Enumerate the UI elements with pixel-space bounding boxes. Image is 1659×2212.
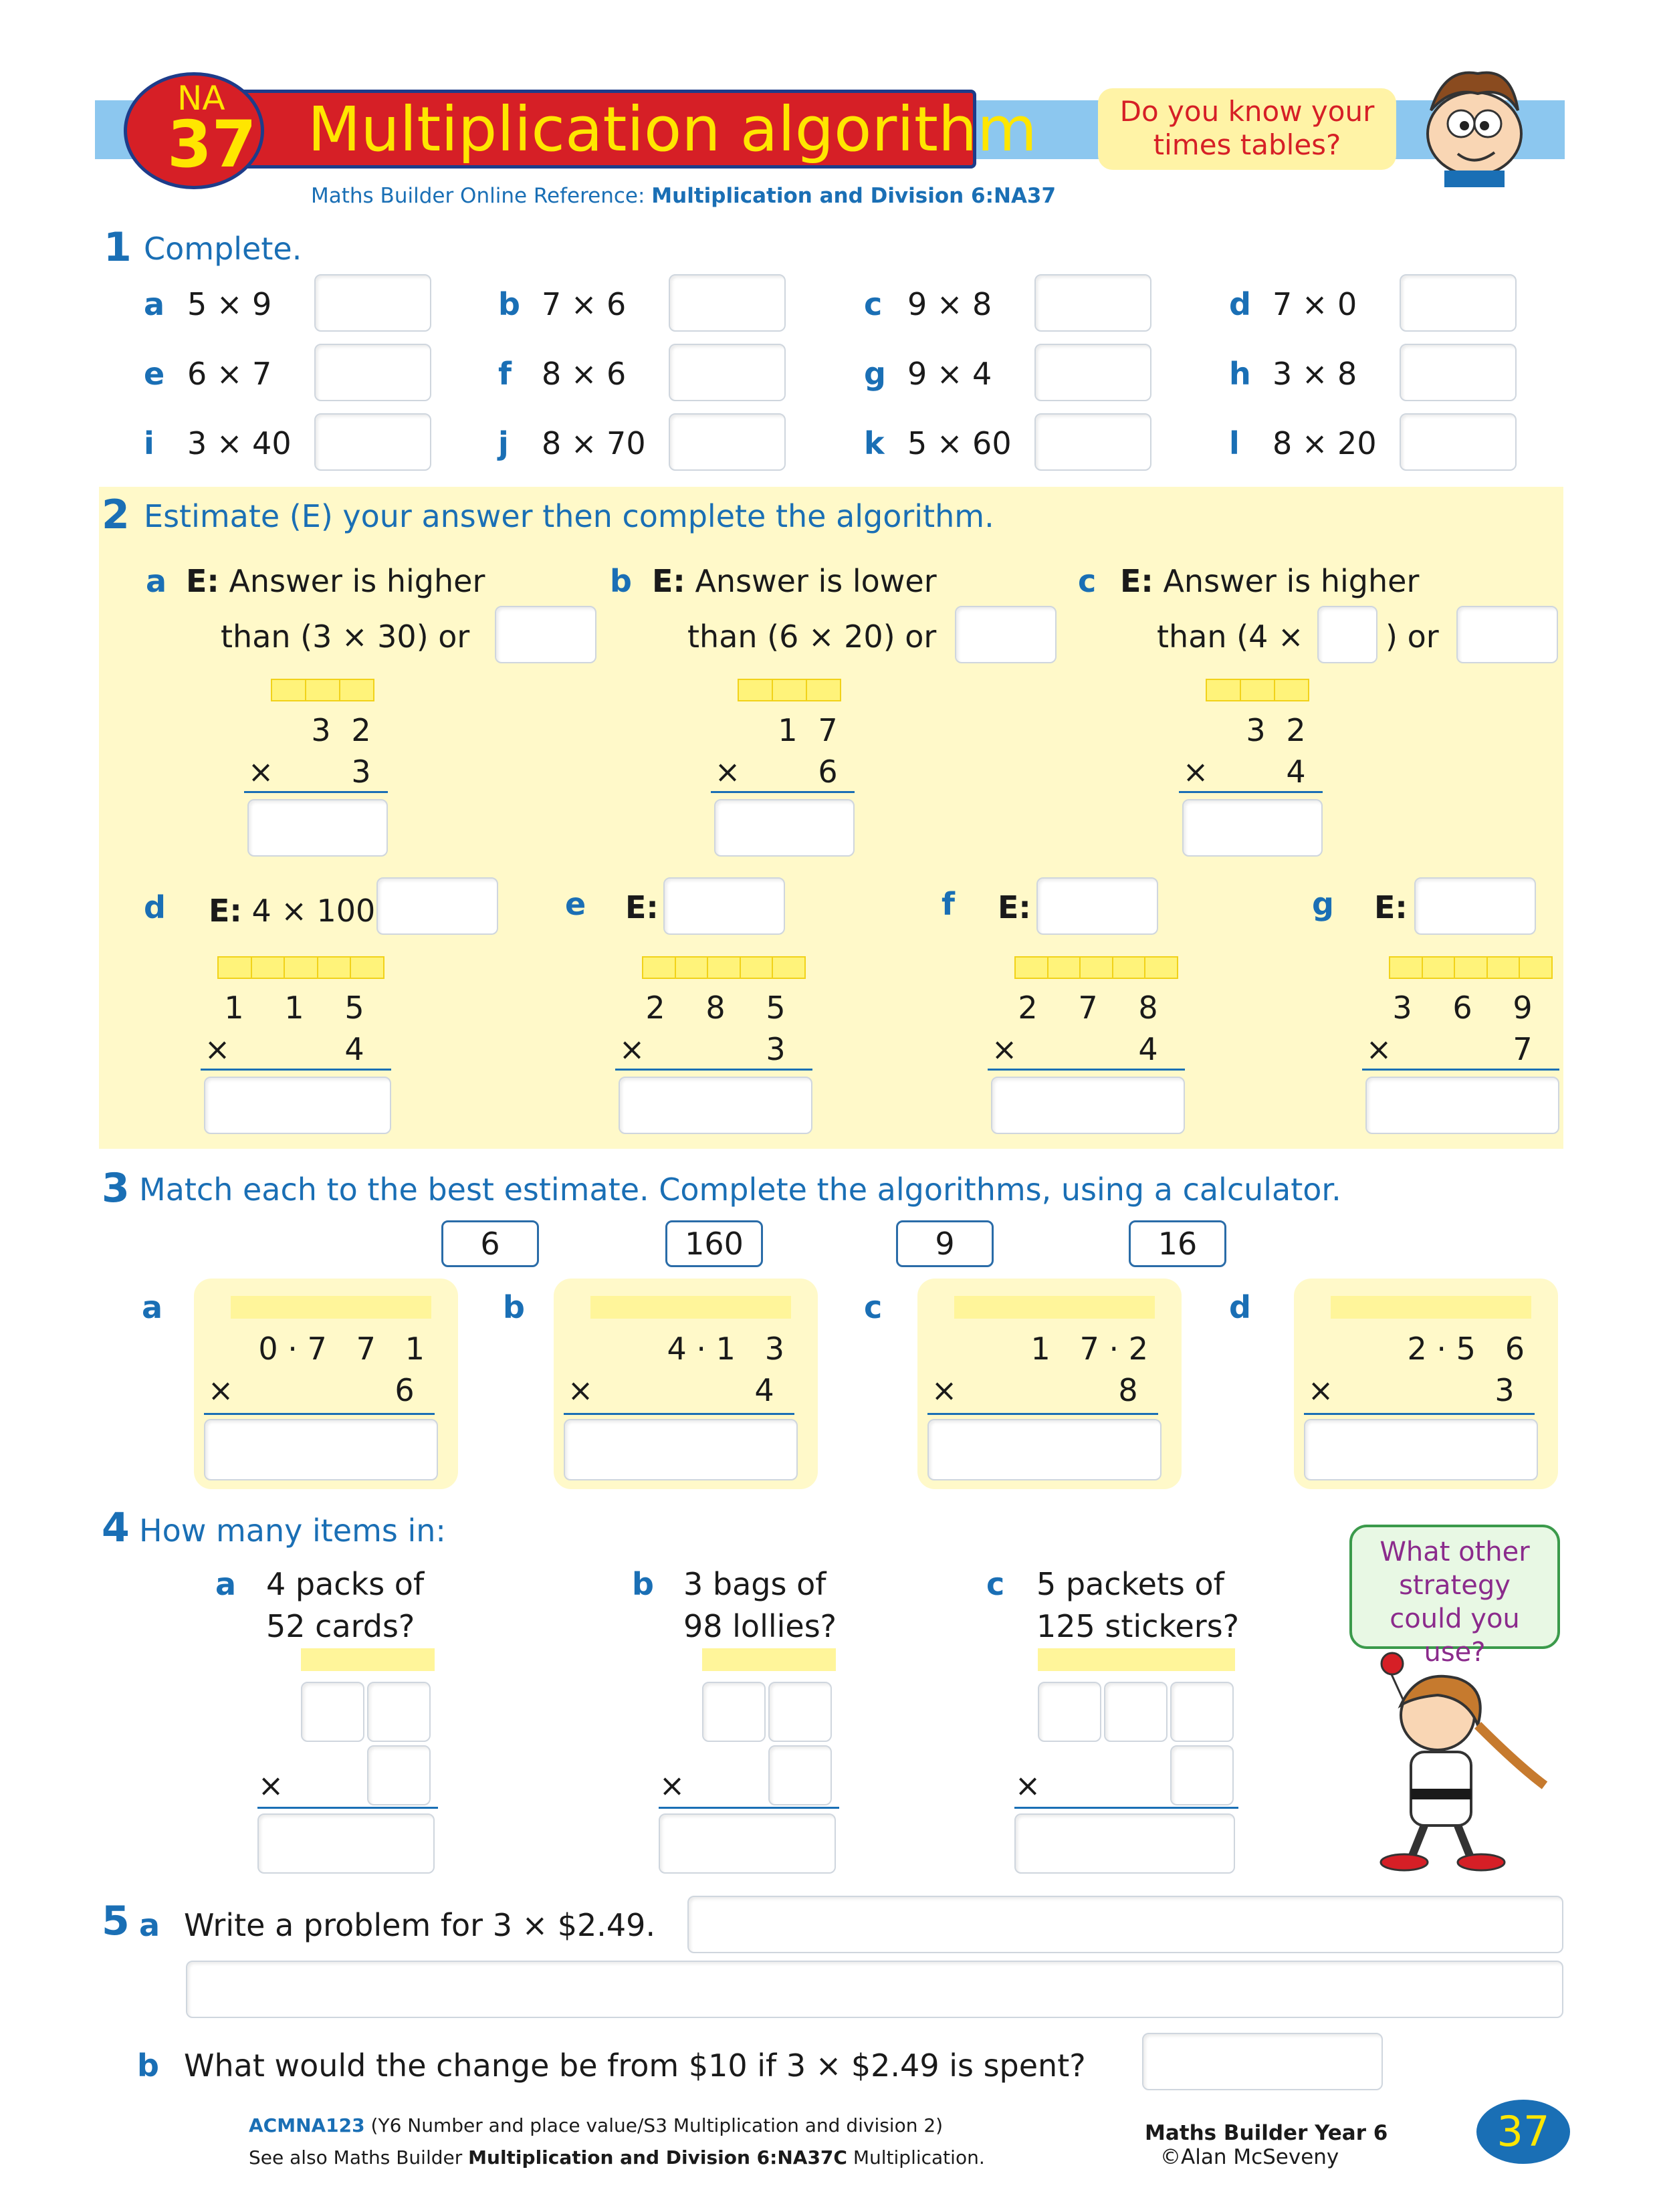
q5a-letter: a: [139, 1907, 160, 1943]
q4b-answer-box[interactable]: [659, 1813, 836, 1874]
q1-j-expression: 8 × 70: [542, 425, 646, 461]
q3-instruction: Match each to the best estimate. Complete the algorithms, using a calculator.: [139, 1172, 1341, 1208]
q2g-digit: 6: [1452, 990, 1472, 1026]
q2b-digit: 7: [818, 712, 838, 748]
na-label: NA: [177, 79, 225, 118]
q1-d-expression: 7 × 0: [1273, 286, 1357, 322]
q3b-carry-band: [590, 1296, 791, 1319]
q1-i-answer-box[interactable]: [314, 413, 431, 471]
q4b-times-sign: ×: [659, 1767, 685, 1803]
bubble-text: Do you know your times tables?: [1119, 95, 1375, 161]
q3c-times-sign: ×: [931, 1372, 958, 1408]
footer-code: ACMNA123: [249, 2114, 365, 2136]
q3b-top-number: 4 · 1 3: [667, 1331, 784, 1367]
q4a-answer-rule: [257, 1807, 438, 1809]
q4b-digit-box[interactable]: [702, 1682, 766, 1742]
footer-book: Maths Builder Year 6: [1145, 2121, 1388, 2145]
q1-i-letter: i: [144, 425, 154, 461]
q2d-digit: 1: [224, 990, 244, 1026]
q2b-e-label: E:: [652, 563, 685, 599]
q2a-answer-box[interactable]: [247, 799, 388, 857]
q2f-answer-box[interactable]: [991, 1077, 1185, 1134]
q3d-letter: d: [1229, 1289, 1251, 1325]
q3a-letter: a: [142, 1289, 163, 1325]
q2a-answer-rule: [244, 791, 388, 793]
q1-instruction: Complete.: [144, 231, 302, 267]
q2a-line2: than (3 × 30) or: [221, 619, 470, 655]
q1-e-answer-box[interactable]: [314, 344, 431, 401]
q1-g-answer-box[interactable]: [1034, 344, 1151, 401]
q4a-times-sign: ×: [257, 1767, 284, 1803]
q4a-line1: 4 packs of: [266, 1566, 425, 1602]
q1-a-answer-box[interactable]: [314, 274, 431, 332]
q2d-est-text: 4 × 100: [251, 893, 376, 929]
q4a-carry-band: [301, 1648, 435, 1671]
q2d-times-sign: ×: [204, 1031, 231, 1067]
q4b-line2: 98 lollies?: [683, 1608, 837, 1644]
q2g-times-sign: ×: [1365, 1031, 1392, 1067]
ref-bold: Multiplication and Division 6:NA37: [651, 184, 1057, 208]
q2g-e-label: E:: [1374, 889, 1408, 925]
q2e-digit: 2: [645, 990, 665, 1026]
q2c-digit: 3: [1246, 712, 1266, 748]
q2c-line2a: than (4 ×: [1157, 619, 1304, 655]
q2b-line2: than (6 × 20) or: [687, 619, 937, 655]
q5a-answer-line2[interactable]: [186, 1961, 1563, 2018]
footer-code-line: [249, 2114, 943, 2136]
q2e-carry-strip: [642, 956, 806, 979]
q1-h-expression: 3 × 8: [1273, 356, 1357, 392]
q2f-times-sign: ×: [991, 1031, 1018, 1067]
q2e-answer-box[interactable]: [619, 1077, 812, 1134]
q3a-answer-box[interactable]: [204, 1419, 438, 1480]
q2e-multiplier: 3: [766, 1031, 786, 1067]
q3a-top-number: 0 · 7 7 1: [258, 1331, 425, 1367]
q3b-answer-box[interactable]: [564, 1419, 798, 1480]
q1-b-expression: 7 × 6: [542, 286, 627, 322]
q1-c-expression: 9 × 8: [907, 286, 992, 322]
q2a-letter: a: [146, 563, 167, 599]
q3c-multiplier: 8: [1118, 1372, 1138, 1408]
q2g-digit: 3: [1392, 990, 1412, 1026]
q4b-digit-box[interactable]: [768, 1682, 832, 1742]
q4c-letter: c: [986, 1566, 1005, 1602]
q1-f-answer-box[interactable]: [669, 344, 786, 401]
q2c-answer-rule: [1179, 791, 1323, 793]
q4c-digit-box[interactable]: [1038, 1682, 1101, 1742]
speech-bubble: [1349, 1525, 1560, 1668]
q5a-text: Write a problem for 3 × $2.49.: [184, 1907, 656, 1943]
footer-code-rest: (Y6 Number and place value/S3 Multiplication and division 2): [370, 2114, 944, 2136]
q2g-answer-rule: [1362, 1069, 1559, 1071]
q1-e-expression: 6 × 7: [187, 356, 272, 392]
q3-estimate-9[interactable]: 9: [896, 1220, 994, 1267]
q2e-letter: e: [565, 886, 586, 922]
q2a-estimate-box[interactable]: [495, 606, 596, 663]
q3b-multiplier: 4: [754, 1372, 774, 1408]
q2g-estimate-box[interactable]: [1414, 877, 1536, 935]
q2e-estimate-box[interactable]: [663, 877, 785, 935]
q2f-e-label: E:: [998, 889, 1031, 925]
q2g-digit: 9: [1513, 990, 1533, 1026]
q1-d-answer-box[interactable]: [1400, 274, 1517, 332]
q2g-letter: g: [1312, 886, 1334, 922]
q4c-answer-rule: [1014, 1807, 1238, 1809]
q2e-e-label: E:: [625, 889, 659, 925]
q3a-answer-rule: [204, 1413, 435, 1415]
page-number-badge: [1476, 2100, 1570, 2164]
q2a-digit: 3: [311, 712, 331, 748]
q2f-digit: 7: [1078, 990, 1098, 1026]
q2g-carry-strip: [1389, 956, 1553, 979]
q2b-line1-text: Answer is lower: [695, 563, 937, 599]
q1-k-expression: 5 × 60: [907, 425, 1012, 461]
q2e-digit: 5: [766, 990, 786, 1026]
q3b-answer-rule: [564, 1413, 794, 1415]
q2f-multiplier: 4: [1138, 1031, 1158, 1067]
footer-author: ©Alan McSeveny: [1160, 2145, 1339, 2169]
q2f-carry-strip: [1014, 956, 1178, 979]
q1-i-expression: 3 × 40: [187, 425, 292, 461]
q1-g-letter: g: [864, 356, 886, 392]
q3a-multiplier: 6: [395, 1372, 415, 1408]
q3-number: 3: [102, 1165, 130, 1212]
q2d-estimate: [209, 893, 375, 929]
q1-f-expression: 8 × 6: [542, 356, 627, 392]
q2d-multiplier: 4: [344, 1031, 364, 1067]
q2g-answer-box[interactable]: [1365, 1077, 1559, 1134]
q1-c-letter: c: [864, 286, 883, 322]
q1-g-expression: 9 × 4: [907, 356, 992, 392]
header-bubble: [1098, 88, 1396, 170]
q4a-line2: 52 cards?: [266, 1608, 415, 1644]
q1-e-letter: e: [144, 356, 165, 392]
q4c-line1: 5 packets of: [1036, 1566, 1224, 1602]
q1-j-answer-box[interactable]: [669, 413, 786, 471]
q2c-line1: [1120, 563, 1419, 599]
q1-h-letter: h: [1229, 356, 1251, 392]
boy-cartoon-icon: [1404, 47, 1545, 187]
q2f-digit: 8: [1138, 990, 1158, 1026]
q2b-multiplier: 6: [818, 754, 838, 790]
q2d-estimate-box[interactable]: [376, 877, 498, 935]
q2d-e-label: E:: [209, 893, 242, 929]
q2a-carry-strip: [271, 679, 374, 701]
q1-f-letter: f: [498, 356, 512, 392]
q4b-letter: b: [632, 1566, 654, 1602]
q1-a-letter: a: [144, 286, 165, 322]
q4b-line1: 3 bags of: [683, 1566, 826, 1602]
q4c-answer-box[interactable]: [1014, 1813, 1235, 1874]
q3c-answer-rule: [927, 1413, 1158, 1415]
q2c-digit: 2: [1286, 712, 1306, 748]
q3a-times-sign: ×: [207, 1372, 234, 1408]
q1-l-answer-box[interactable]: [1400, 413, 1517, 471]
q2b-times-sign: ×: [714, 754, 741, 790]
q5b-letter: b: [137, 2048, 159, 2084]
q4-instruction: How many items in:: [139, 1513, 446, 1549]
q3c-carry-band: [954, 1296, 1155, 1319]
speech-text: What other strategy could you use?: [1379, 1537, 1530, 1668]
q5-number: 5: [102, 1898, 130, 1945]
q2d-digit: 1: [284, 990, 304, 1026]
q3c-answer-box[interactable]: [927, 1419, 1162, 1480]
q1-d-letter: d: [1229, 286, 1251, 322]
q3a-carry-band: [231, 1296, 431, 1319]
q2a-multiplier: 3: [351, 754, 371, 790]
q1-l-expression: 8 × 20: [1273, 425, 1377, 461]
q3d-carry-band: [1331, 1296, 1531, 1319]
q4c-times-sign: ×: [1014, 1767, 1041, 1803]
q1-b-answer-box[interactable]: [669, 274, 786, 332]
q4-number: 4: [102, 1505, 130, 1551]
q2a-times-sign: ×: [247, 754, 274, 790]
q2b-letter: b: [610, 563, 632, 599]
q5a-answer-line1[interactable]: [687, 1896, 1563, 1953]
q1-l-letter: l: [1229, 425, 1240, 461]
q2b-carry-strip: [738, 679, 841, 701]
q2c-line1-text: Answer is higher: [1163, 563, 1420, 599]
q2c-e-label: E:: [1120, 563, 1153, 599]
q4c-line2: 125 stickers?: [1036, 1608, 1240, 1644]
na-number: 37: [167, 107, 257, 182]
q1-j-letter: j: [498, 425, 509, 461]
q2-number: 2: [102, 491, 130, 538]
q2c-letter: c: [1078, 563, 1097, 599]
q4a-digit-box[interactable]: [367, 1682, 431, 1742]
q2d-letter: d: [144, 889, 166, 925]
q2d-carry-strip: [217, 956, 384, 979]
q2-instruction: Estimate (E) your answer then complete the algorithm.: [144, 498, 994, 534]
q2g-multiplier: 7: [1513, 1031, 1533, 1067]
q4b-multiplier-box[interactable]: [768, 1745, 832, 1805]
reference-line: [311, 184, 1056, 208]
q3b-letter: b: [503, 1289, 525, 1325]
q2a-line1: [186, 563, 485, 599]
q3-estimate-6[interactable]: 6: [441, 1220, 539, 1267]
q4a-letter: a: [215, 1566, 237, 1602]
q2b-digit: 1: [778, 712, 798, 748]
q4c-digit-box[interactable]: [1170, 1682, 1234, 1742]
q2c-factor-box[interactable]: [1317, 606, 1377, 663]
q2f-estimate-box[interactable]: [1036, 877, 1158, 935]
q1-h-answer-box[interactable]: [1400, 344, 1517, 401]
q2b-estimate-box[interactable]: [955, 606, 1057, 663]
q2e-times-sign: ×: [619, 1031, 645, 1067]
q1-number: 1: [104, 224, 132, 271]
q2f-answer-rule: [988, 1069, 1185, 1071]
q2a-line1-text: Answer is higher: [229, 563, 485, 599]
q2e-answer-rule: [615, 1069, 812, 1071]
q2d-answer-rule: [201, 1069, 391, 1071]
q2b-answer-rule: [711, 791, 855, 793]
q3d-answer-box[interactable]: [1304, 1419, 1538, 1480]
q4a-multiplier-box[interactable]: [367, 1745, 431, 1805]
q2e-digit: 8: [705, 990, 726, 1026]
q2b-line1: [652, 563, 937, 599]
q3-estimate-160[interactable]: 160: [665, 1220, 763, 1267]
q2c-carry-strip: [1206, 679, 1309, 701]
q5b-answer-box[interactable]: [1142, 2033, 1383, 2090]
q2c-estimate-box[interactable]: [1456, 606, 1558, 663]
footer-see-prefix: See also Maths Builder: [249, 2146, 463, 2169]
q2f-letter: f: [942, 886, 956, 922]
q3c-top-number: 1 7 · 2: [1030, 1331, 1148, 1367]
footer-see-bold: Multiplication and Division 6:NA37C: [468, 2146, 847, 2169]
q2c-line2b: ) or: [1386, 619, 1439, 655]
footer-see-line: [249, 2146, 985, 2169]
q3b-times-sign: ×: [567, 1372, 594, 1408]
q3d-answer-rule: [1304, 1413, 1535, 1415]
q5b-text: What would the change be from $10 if 3 × $2.49 is spent?: [184, 2048, 1086, 2084]
q3d-times-sign: ×: [1307, 1372, 1334, 1408]
q4a-digit-box[interactable]: [301, 1682, 364, 1742]
q3d-top-number: 2 · 5 6: [1407, 1331, 1525, 1367]
q1-b-letter: b: [498, 286, 520, 322]
footer-see-suffix: Multiplication.: [853, 2146, 985, 2169]
q2c-times-sign: ×: [1182, 754, 1209, 790]
q4a-answer-box[interactable]: [257, 1813, 435, 1874]
q3c-letter: c: [864, 1289, 883, 1325]
q2b-answer-box[interactable]: [714, 799, 855, 857]
q2d-answer-box[interactable]: [204, 1077, 391, 1134]
q2d-digit: 5: [344, 990, 364, 1026]
q4c-digit-box[interactable]: [1104, 1682, 1168, 1742]
page-number: 37: [1497, 2107, 1550, 2156]
q2a-e-label: E:: [186, 563, 219, 599]
q1-c-answer-box[interactable]: [1034, 274, 1151, 332]
q3d-multiplier: 3: [1495, 1372, 1515, 1408]
q4c-multiplier-box[interactable]: [1170, 1745, 1234, 1805]
q3-estimate-16[interactable]: 16: [1129, 1220, 1226, 1267]
title: Multiplication algorithm: [308, 94, 1037, 165]
q4b-answer-rule: [659, 1807, 839, 1809]
q1-a-expression: 5 × 9: [187, 286, 272, 322]
q4c-carry-band: [1038, 1648, 1235, 1671]
q1-k-letter: k: [864, 425, 885, 461]
q4b-carry-band: [702, 1648, 836, 1671]
q2a-digit: 2: [351, 712, 371, 748]
q2c-answer-box[interactable]: [1182, 799, 1323, 857]
q2f-digit: 2: [1018, 990, 1038, 1026]
q2c-multiplier: 4: [1286, 754, 1306, 790]
ref-prefix: Maths Builder Online Reference:: [311, 184, 645, 208]
girl-cartoon-icon: [1344, 1652, 1565, 1872]
q1-k-answer-box[interactable]: [1034, 413, 1151, 471]
